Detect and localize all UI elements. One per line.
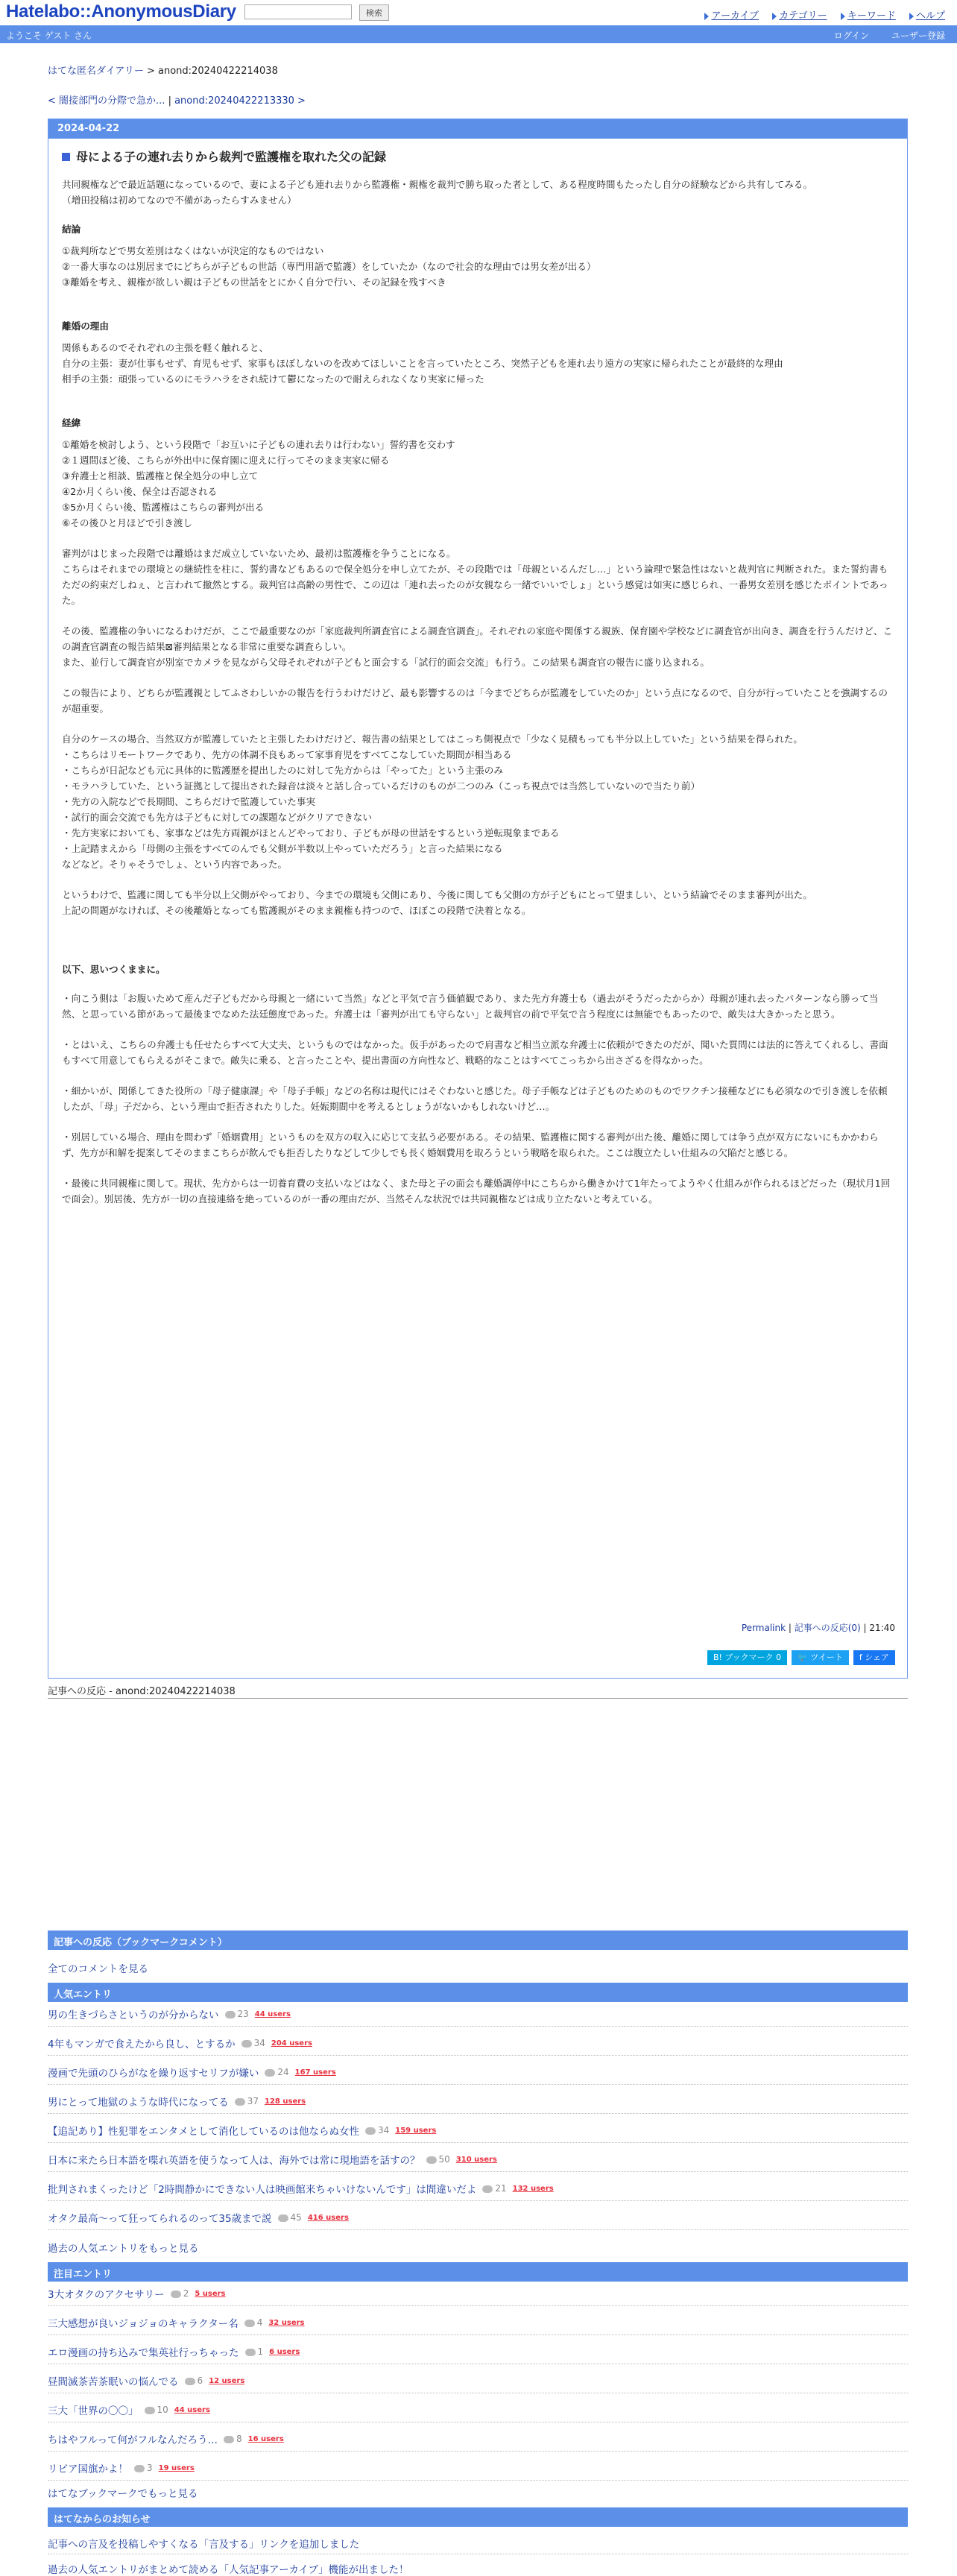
title-marker-icon xyxy=(62,153,70,161)
nav-archive-link[interactable] xyxy=(704,10,759,22)
comment-bubble-icon xyxy=(244,2320,255,2327)
comment-count-value: 34 xyxy=(377,2125,390,2135)
paragraph: この報告により、どちらが監護親としてふさわしいかの報告を行うわけだけど、最も影響するのは「今までどちらが監護をしていたのか」という点になるので、自分が行っていたことを強調するのが超重要。 xyxy=(62,687,888,714)
facebook-icon: f xyxy=(859,1652,865,1662)
popular-entries-header: 人気エントリ xyxy=(48,1983,908,2002)
list-item xyxy=(48,2147,908,2172)
list-item: ・上記踏まえから「母側の主張をすべてのんでも父側が半数以上やっていただろう」と言った結果になる xyxy=(62,843,503,854)
entry-link[interactable]: 日本に来たら日本語を喋れ英語を使うなって人は、海外では常に現地語を話すの？ xyxy=(48,2155,420,2167)
paragraph: 自分のケースの場合、当然双方が監護していたと主張したわけだけど、報告書の結果としてはこっち側視点で「少なく見積もっても半分以上していた」という結果を得られた。 xyxy=(62,733,803,745)
entry-link[interactable]: 3大オタクのアクセサリー xyxy=(48,2289,165,2301)
site-logo[interactable]: Hatelabo::AnonymousDiary xyxy=(6,1,236,22)
divider xyxy=(48,1698,908,1699)
paragraph: などなど。そりゃそうでしょ、という内容であった。 xyxy=(62,859,288,870)
comment-count-value: 1 xyxy=(257,2346,264,2357)
facebook-share-button[interactable] xyxy=(853,1650,895,1665)
entry-footer xyxy=(742,1621,895,1634)
list-item: ①離婚を検討しよう、という段階で「お互いに子どもの連れ去りは行わない」誓約書を交わす xyxy=(62,439,455,450)
footer-separator: | xyxy=(786,1623,795,1633)
search-input[interactable] xyxy=(244,4,352,19)
entry-link[interactable]: オタク最高〜って狂ってられるのって35歳まで説 xyxy=(48,2213,272,2225)
top-nav xyxy=(694,7,945,22)
reaction-count-link[interactable]: 記事への反応(0) xyxy=(794,1623,861,1633)
comment-count-value: 37 xyxy=(247,2096,259,2106)
list-item: ③離婚を考え、親権が欲しい親は子どもの世話をとにかく自分で行い、その記録を残すべき xyxy=(62,277,446,288)
all-comments-link[interactable]: 全てのコメントを見る xyxy=(48,1963,148,1975)
paragraph: また、並行して調査官が別室でカメラを見ながら父母それぞれが子どもと面会する「試行的面会交流」も行う。この結果も調査官の報告に盛り込まれる。 xyxy=(62,657,710,668)
entry-link[interactable]: 批判されまくったけど「2時間静かにできない人は映画館来ちゃいけないんです」は間違いだよ xyxy=(48,2184,477,2196)
list-item: ・試行的面会交流でも先方は子どもに対しての課題などがクリアできない xyxy=(62,812,372,823)
comment-count xyxy=(171,2288,189,2299)
breadcrumb-current: anond:20240422214038 xyxy=(158,66,278,77)
bookmark-users-badge[interactable]: 32 users xyxy=(268,2318,305,2327)
bookmark-users-badge[interactable]: 12 users xyxy=(209,2376,245,2385)
list-item: ①裁判所などで男女差別はなくはないが決定的なものではない xyxy=(62,245,324,256)
comment-count xyxy=(235,2096,259,2106)
comment-count-value: 6 xyxy=(197,2375,203,2386)
bookmark-users-badge[interactable]: 19 users xyxy=(158,2463,195,2472)
comment-bubble-icon xyxy=(225,2011,236,2018)
comment-bubble-icon xyxy=(482,2185,493,2193)
share-buttons xyxy=(707,1650,895,1665)
nav-keyword-label: キーワード xyxy=(847,10,896,22)
list-item: ②一番大事なのは別居までにどちらが子どもの世話（専門用語で監護）をしていたか（なので社会的な理由では男女差が出る） xyxy=(62,261,596,272)
section-heading-reason: 離婚の理由 xyxy=(62,321,109,332)
comment-count xyxy=(245,2346,264,2357)
entry-title xyxy=(62,149,895,165)
arrow-right-icon xyxy=(772,13,777,20)
comment-count-value: 3 xyxy=(147,2463,153,2473)
list-item: ③弁護士と相談、監護権と保全処分の申し立て xyxy=(62,470,259,482)
list-item: ・先方実家においても、家事などは先方両親がほとんどやっており、子どもが母の世話をするという逆転現象まである xyxy=(62,827,560,839)
share-label: シェア xyxy=(865,1652,889,1662)
paragraph: 自分の主張：妻が仕事もせず、育児もせず、家事もほぼしないのを改めてほしいことを言っていたところ、突然子どもを連れ去り遠方の実家に帰られたことが最終的な理由 xyxy=(62,358,783,369)
nav-help-link[interactable] xyxy=(909,10,945,22)
entry-title-text: 母による子の連れ去りから裁判で監護権を取れた父の記録 xyxy=(76,150,387,164)
paragraph: こちらはそれまでの環境との継続性を柱に、誓約書などもあるので保全処分を申し立てたが、その段階では「母親といるんだし…」という論理で緊急性はないと裁判官に判断された。また誓約書もただの約束だしねぇ、と言われて撤然とする。裁判官は高齢の男性で、この辺は「連れ去ったのが女親なら一緒でいいでしょ」という感覚は如実に感じられ、一番男女差別を感じたポイントであった。 xyxy=(62,564,888,606)
entry-link[interactable]: 男にとって地獄のような時代になってる xyxy=(48,2097,229,2109)
list-item xyxy=(48,2369,908,2393)
diary-entry xyxy=(48,119,908,1679)
list-item xyxy=(48,2282,908,2306)
section-heading-thoughts: 以下、思いつくままに。 xyxy=(62,964,165,975)
entry-link[interactable]: 4年もマンガで食えたから良し、とするか xyxy=(48,2039,236,2051)
comment-bubble-icon xyxy=(171,2291,181,2298)
bookmark-users-badge[interactable]: 44 users xyxy=(174,2405,210,2414)
paragraph: 共同親権などで最近話題になっているので、妻による子ども連れ去りから監護権・親権を裁判で勝ち取った者として、ある程度時間もたったし自分の経験などから共有してみる。 xyxy=(62,179,812,190)
paragraph: というわけで、監護に関しても半分以上父側がやっており、今までの環境も父側にあり、今後に関しても父側の方が子どもにとって望ましい、という結論でそのまま審判が出た。 xyxy=(62,889,812,900)
comment-bubble-icon xyxy=(134,2465,145,2472)
bookmark-users-badge[interactable]: 416 users xyxy=(307,2213,349,2222)
paragraph: ・最後に共同親権に関して。現状、先方からは一切養育費の支払いなどはなく、また母と子の面会も離婚調停中にこちらから働きかけて1年たってようやく仕組みが作られるほどだった（現状月1回で面会）。別居後、先方が一切の直接連絡を絶っているのが一番の理由だが、当然そんな状況では共同親権などは成り立たないと考えている。 xyxy=(62,1178,891,1205)
comment-bubble-icon xyxy=(426,2156,437,2164)
list-item xyxy=(48,2002,908,2027)
news-item-link[interactable]: 記事への言及を投稿しやすくなる「言及する」リンクを追加しました xyxy=(48,2539,360,2551)
comment-count xyxy=(224,2434,242,2444)
paragraph: 関係もあるのでそれぞれの主張を軽く触れると、 xyxy=(62,342,269,353)
tweet-label: ツイート xyxy=(810,1652,843,1662)
breadcrumb xyxy=(48,63,278,77)
list-item: ②１週間ほど後、こちらが外出中に保育園に迎えに行ってそのまま実家に帰る xyxy=(62,455,390,466)
comment-count-value: 24 xyxy=(277,2067,289,2077)
comment-count xyxy=(265,2067,288,2077)
comment-count xyxy=(365,2125,389,2135)
comment-count-value: 23 xyxy=(237,2009,249,2019)
next-entry-link[interactable]: anond:20240422213330 > xyxy=(174,95,306,107)
nav-help-label: ヘルプ xyxy=(915,10,945,22)
list-item xyxy=(48,2089,908,2114)
arrow-right-icon xyxy=(841,13,845,20)
list-item xyxy=(48,2118,908,2143)
bookmark-users-badge[interactable]: 5 users xyxy=(195,2289,226,2298)
entry-body xyxy=(48,139,907,1207)
paragraph: ・とはいえ、こちらの弁護士も任せたらすべて大丈夫、というものではなかった。仮手があったので肩書など相当立派な弁護士に依頼ができたのだが、聞いた質問には法的に答えてくれるし、書面もすべて用意してもらえるがそこまで。敵失に乗る、と言ったことや、提出書面の方向性など、戦略的なことはすべてこっちから出さざるを得なかった。 xyxy=(62,1039,888,1066)
search-button[interactable]: 検索 xyxy=(359,4,389,21)
reaction-label: 記事への反応 - anond:20240422214038 xyxy=(48,1686,236,1697)
hatena-bookmark-button[interactable]: B! ブックマーク 0 xyxy=(707,1650,787,1665)
list-item xyxy=(48,2060,908,2085)
entry-link[interactable]: リビア国旗かよ！ xyxy=(48,2463,128,2475)
list-item xyxy=(48,2398,908,2422)
comment-count xyxy=(482,2183,506,2194)
comment-count xyxy=(134,2463,153,2473)
permalink[interactable]: Permalink xyxy=(741,1623,786,1633)
comment-count xyxy=(426,2154,450,2165)
bookmark-users-badge[interactable]: 167 users xyxy=(294,2068,336,2077)
paragraph: ・向こう側は「お腹いためて産んだ子どもだから母親と一緒にいて当然」などと平気で言う価値観であり、また先方弁護士も（過去がそうだったからか）母親が連れ去ったパターンなら勝って当然、と思っている節があって最後までなめた法廷態度であった。弁護士は「審判が出ても守らない」と裁判官の前で平気で言う程度には無能でもあったので、敵失は大きかったと思う。 xyxy=(62,993,879,1020)
list-item xyxy=(48,2456,908,2481)
bookmark-users-badge[interactable]: 132 users xyxy=(512,2184,554,2193)
comment-bubble-icon xyxy=(145,2407,155,2414)
user-bar xyxy=(0,25,957,43)
list-item xyxy=(48,2176,908,2201)
comment-count-value: 50 xyxy=(438,2154,450,2165)
section-heading-conclusion: 結論 xyxy=(62,224,81,235)
paragraph: （増田投稿は初めてなので不備があったらすみません） xyxy=(62,195,297,206)
comment-count-value: 8 xyxy=(236,2434,242,2444)
comment-count xyxy=(244,2317,263,2328)
list-item: ・モラハラしていた、という証拠として提出された録音は淡々と話し合っているだけのものが二つのみ（こっち視点では当然していないので当たり前） xyxy=(62,780,701,792)
nav-keyword-link[interactable] xyxy=(841,10,896,22)
comment-count xyxy=(225,2009,249,2019)
breadcrumb-home-link[interactable]: はてな匿名ダイアリー xyxy=(48,66,144,77)
comment-bubble-icon xyxy=(185,2378,195,2385)
bookmark-users-badge[interactable]: 204 users xyxy=(271,2039,312,2048)
comment-count-value: 4 xyxy=(256,2317,263,2328)
comment-bubble-icon xyxy=(235,2098,245,2106)
breadcrumb-separator: > xyxy=(143,66,159,77)
divider xyxy=(48,2554,908,2555)
prev-entry-link[interactable]: < 闇接部門の分際で急か... xyxy=(48,95,165,107)
bookmark-comments-header: 記事への反応（ブックマークコメント） xyxy=(48,1931,908,1950)
comment-count xyxy=(241,2038,265,2048)
bookmark-users-badge[interactable]: 6 users xyxy=(269,2347,300,2356)
prev-next-nav xyxy=(48,92,306,107)
bookmark-users-badge[interactable]: 159 users xyxy=(395,2126,437,2135)
popular-more-link[interactable]: 過去の人気エントリをもっと見る xyxy=(48,2243,199,2255)
paragraph: 審判がはじまった段階では離婚はまだ成立していないため、最初は監護権を争うことになる。 xyxy=(62,548,456,559)
list-item: ・先方の入院などで長期間、こちらだけで監護していた事実 xyxy=(62,796,316,807)
entry-link[interactable]: 男の生きづらさというのが分からない xyxy=(48,2010,219,2021)
login-link[interactable]: ログイン xyxy=(833,31,870,41)
news-header: はてなからのお知らせ xyxy=(48,2507,908,2527)
list-item: ・こちらはリモートワークであり、先方の体調不良もあって家事育児をすべてこなしていた期間が相当ある xyxy=(62,749,512,760)
entry-link[interactable]: エロ漫画の持ち込みで集英社行っちゃった xyxy=(48,2347,239,2359)
paragraph: ・別居している場合、理由を問わず「婚姻費用」というものを双方の収入に応じて支払う必要がある。その結果、監護権に関する審判が出た後、離婚に関しては争う点が双方にないにもかかわらず、先方が和解を提案してそのままこちらが飲んでも拒否したりなどして少しでも長く婚姻費用を取ろうという戦略を取られた。ここは腹立たしい仕組みの欠陥だと感じる。 xyxy=(62,1131,879,1158)
list-item: ⑤5か月くらい後、監護権はこちらの審判が出る xyxy=(62,502,265,513)
comment-count xyxy=(185,2375,203,2386)
entry-time: | 21:40 xyxy=(860,1623,895,1633)
entry-link[interactable]: 【追記あり】性犯罪をエンタメとして消化しているのは他ならぬ女性 xyxy=(48,2126,359,2138)
bookmark-users-badge[interactable]: 310 users xyxy=(455,2155,497,2164)
nav-archive-label: アーカイブ xyxy=(711,10,759,22)
comment-bubble-icon xyxy=(245,2349,256,2356)
list-item: ④2か月くらい後、保全は否認される xyxy=(62,486,218,497)
register-link[interactable]: ユーザー登録 xyxy=(891,31,945,41)
entry-link[interactable]: 漫画で先頭のひらがなを繰り返すセリフが嫌い xyxy=(48,2068,259,2080)
comment-count xyxy=(278,2212,302,2223)
entry-date: 2024-04-22 xyxy=(48,119,907,139)
notable-more-link[interactable]: はてなブックマークでもっと見る xyxy=(48,2488,198,2500)
prevnext-separator: | xyxy=(165,95,175,107)
comment-bubble-icon xyxy=(278,2214,288,2222)
entry-link[interactable]: ちはやフルって何がフルなんだろう… xyxy=(48,2434,218,2446)
paragraph: 上記の問題がなければ、その後離婚となっても監護親がそのまま親権も持つので、ほぼこの段階で決着となる。 xyxy=(62,905,531,916)
paragraph: 相手の主張：頑張っているのにモラハラをされ続けて鬱になったので耐えられなくなり実家に帰った xyxy=(62,373,484,385)
bookmark-users-badge[interactable]: 44 users xyxy=(254,2010,291,2018)
notable-entries-header: 注目エントリ xyxy=(48,2262,908,2282)
comment-count-value: 34 xyxy=(253,2038,265,2048)
arrow-right-icon xyxy=(704,13,709,20)
comment-count-value: 45 xyxy=(290,2212,302,2223)
list-item xyxy=(48,2206,908,2230)
entry-link[interactable]: 昼間滅茶苦茶眠いの悩んでる xyxy=(48,2376,179,2388)
tweet-button[interactable] xyxy=(792,1650,849,1665)
comment-count-value: 10 xyxy=(157,2405,168,2415)
list-item xyxy=(48,2031,908,2056)
bookmark-users-badge[interactable]: 16 users xyxy=(247,2434,284,2443)
nav-category-label: カテゴリー xyxy=(779,10,827,22)
comment-count-value: 21 xyxy=(495,2183,507,2194)
arrow-right-icon xyxy=(909,13,914,20)
entry-link[interactable]: 三大「世界の〇〇」 xyxy=(48,2405,139,2417)
entry-link[interactable]: 三大感想が良いジョジョのキャラクター名 xyxy=(48,2318,239,2330)
comment-bubble-icon xyxy=(265,2069,275,2077)
news-item-link[interactable]: 過去の人気エントリがまとめて読める「人気記事アーカイブ」機能が出ました！ xyxy=(48,2564,409,2576)
bird-icon: 🐦 xyxy=(798,1652,811,1662)
list-item xyxy=(48,2427,908,2452)
paragraph: その後、監護権の争いになるわけだが、ここで最重要なのが「家庭裁判所調査官による調査官調査」。それぞれの家庭や関係する親族、保育園や学校などに調査官が出向き、調査を行うんだけど、この調査官調査の報告結果⊠審判結果となる非常に重要な調査らしい。 xyxy=(62,625,893,652)
nav-category-link[interactable] xyxy=(772,10,827,22)
bookmark-users-badge[interactable]: 128 users xyxy=(265,2097,306,2106)
list-item xyxy=(48,2311,908,2335)
site-header xyxy=(0,0,957,25)
comment-bubble-icon xyxy=(365,2127,376,2135)
list-item xyxy=(48,2340,908,2364)
comment-count xyxy=(145,2405,168,2415)
list-item: ⑥その後ひと月ほどで引き渡し xyxy=(62,517,193,528)
welcome-text: ようこそ ゲスト さん xyxy=(6,31,92,41)
list-item: ・こちらが日記なども元に具体的に監護歴を提出したのに対して先方からは「やってた」という主張のみ xyxy=(62,765,503,776)
comment-bubble-icon xyxy=(241,2040,252,2048)
paragraph: ・細かいが、関係してきた役所の「母子健康課」や「母子手帳」などの名称は現代にはそぐわないと感じた。母子手帳などは子どものためのものでワクチン接種などにも必須なので引き渡しを依頼したが、「母」子だから、という理由で拒否されたりした。妊娠期間中を考えるとしょうがないかもしれないけど…。 xyxy=(62,1085,888,1112)
section-heading-course: 経緯 xyxy=(62,417,81,429)
comment-count-value: 2 xyxy=(183,2288,189,2299)
comment-bubble-icon xyxy=(224,2436,234,2443)
